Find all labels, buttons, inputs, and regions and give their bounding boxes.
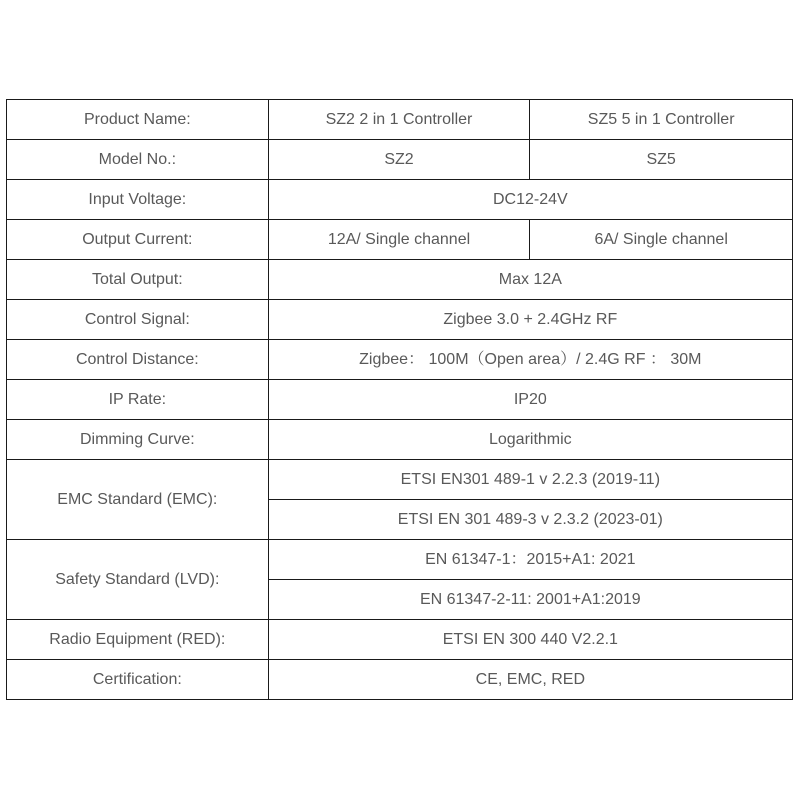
row-product-name — [7, 100, 793, 140]
value-control-signal: Zigbee 3.0 + 2.4GHz RF — [268, 300, 792, 340]
label-certification: Certification: — [7, 660, 269, 700]
row-emc-standard-1 — [7, 460, 793, 500]
row-ip-rate — [7, 380, 793, 420]
row-safety-standard-1 — [7, 540, 793, 580]
label-input-voltage: Input Voltage: — [7, 180, 269, 220]
label-safety-standard: Safety Standard (LVD): — [7, 540, 269, 620]
row-dimming-curve — [7, 420, 793, 460]
value-ip-rate: IP20 — [268, 380, 792, 420]
row-total-output — [7, 260, 793, 300]
value-model-no-sz2: SZ2 — [268, 140, 530, 180]
label-control-signal: Control Signal: — [7, 300, 269, 340]
row-model-no — [7, 140, 793, 180]
label-model-no: Model No.: — [7, 140, 269, 180]
row-input-voltage — [7, 180, 793, 220]
value-input-voltage: DC12-24V — [268, 180, 792, 220]
label-dimming-curve: Dimming Curve: — [7, 420, 269, 460]
label-emc-standard: EMC Standard (EMC): — [7, 460, 269, 540]
spec-table — [6, 99, 793, 700]
value-safety-standard-2: EN 61347-2-11: 2001+A1:2019 — [268, 580, 792, 620]
row-certification — [7, 660, 793, 700]
value-model-no-sz5: SZ5 — [530, 140, 793, 180]
value-dimming-curve: Logarithmic — [268, 420, 792, 460]
value-output-current-sz5: 6A/ Single channel — [530, 220, 793, 260]
label-control-distance: Control Distance: — [7, 340, 269, 380]
row-output-current — [7, 220, 793, 260]
value-total-output: Max 12A — [268, 260, 792, 300]
row-control-signal — [7, 300, 793, 340]
label-ip-rate: IP Rate: — [7, 380, 269, 420]
value-certification: CE, EMC, RED — [268, 660, 792, 700]
row-control-distance — [7, 340, 793, 380]
value-emc-standard-1: ETSI EN301 489-1 v 2.2.3 (2019-11) — [268, 460, 792, 500]
value-product-name-sz2: SZ2 2 in 1 Controller — [268, 100, 530, 140]
value-product-name-sz5: SZ5 5 in 1 Controller — [530, 100, 793, 140]
label-total-output: Total Output: — [7, 260, 269, 300]
value-output-current-sz2: 12A/ Single channel — [268, 220, 530, 260]
row-radio-equipment — [7, 620, 793, 660]
value-radio-equipment: ETSI EN 300 440 V2.2.1 — [268, 620, 792, 660]
label-radio-equipment: Radio Equipment (RED): — [7, 620, 269, 660]
value-safety-standard-1: EN 61347-1：2015+A1: 2021 — [268, 540, 792, 580]
label-product-name: Product Name: — [7, 100, 269, 140]
value-emc-standard-2: ETSI EN 301 489-3 v 2.3.2 (2023-01) — [268, 500, 792, 540]
value-control-distance: Zigbee： 100M（Open area）/ 2.4G RF ： 30M — [268, 340, 792, 380]
label-output-current: Output Current: — [7, 220, 269, 260]
